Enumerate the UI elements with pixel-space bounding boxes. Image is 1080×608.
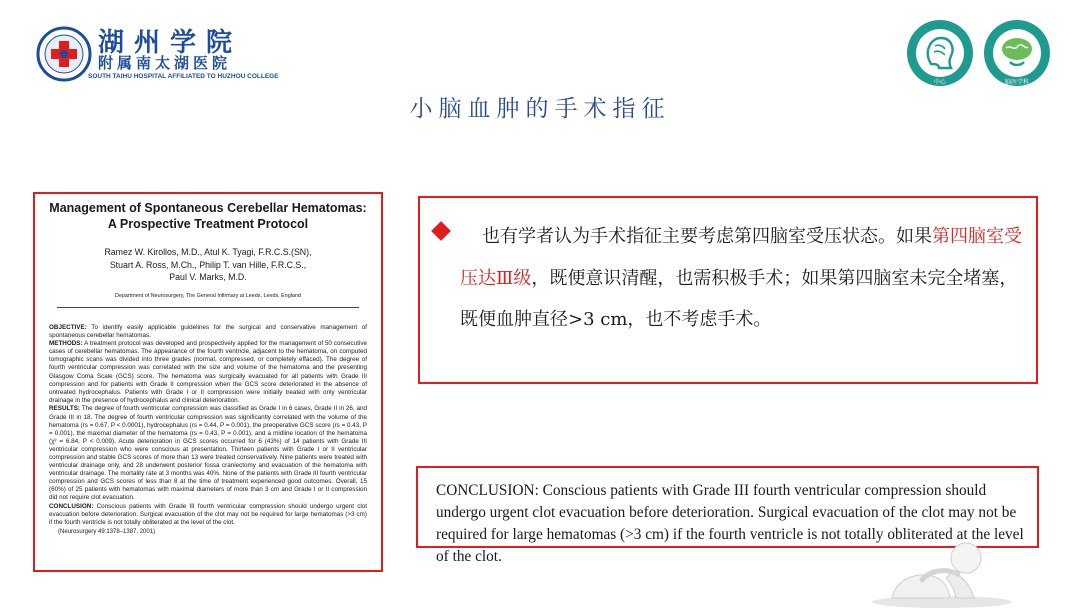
paper-authors-line2: Stuart A. Ross, M.Ch., Philip T. van Hille, F.R.C.S., xyxy=(109,259,307,270)
brain-center-seal-icon xyxy=(905,18,975,88)
paper-department: Department of Neurosurgery, The General Infirmary at Leeds, Leeds, England xyxy=(115,292,301,299)
paper-divider xyxy=(57,307,359,308)
paper-conclusion xyxy=(49,503,367,527)
paper-methods xyxy=(49,340,367,405)
methods-label: METHODS: xyxy=(49,340,83,348)
seal1-label: 中心 xyxy=(933,79,947,86)
paper-authors-line1: Ramez W. Kirollos, M.D., Atul K. Tyagi, F.R.C.S.(SN), xyxy=(104,247,312,257)
paper-title-line1: Management of Spontaneous Cerebellar Hematomas: xyxy=(49,201,367,215)
objective-label: OBJECTIVE: xyxy=(49,323,87,331)
bullet-text-part2: ，既便意识清醒，也需积极手术；如果第四脑室未完全堵塞，既便血肿直径>3 cm，也不考虑手术。 xyxy=(460,267,1018,330)
paper-citation: (Neurosurgery 49:1378–1387, 2001) xyxy=(58,528,156,535)
conclusion-text: Conscious patients with Grade III fourth ventricular compression should undergo urgent clot evacuation before deterioration. Surgical evacuation of the clot may not be required for large hematomas (>3 cm) if the fourth ventricle is not totally obliterated at the level of the clot. xyxy=(49,503,368,527)
objective-text: To identify easily applicable guidelines for the surgical and conservative management of spontaneous cerebellar hematomas. xyxy=(49,323,367,339)
paper-title xyxy=(49,200,367,232)
thinking-figure-icon xyxy=(862,528,1022,608)
results-text: The degree of fourth ventricular compression was classified as Grade I in 6 cases, Grade II in 26, and Grade III in 18. The degree of fourth ventricular compression was significantly correlated with the volume of the hematoma (rs = 0.67, P < 0.0001), hydrocephalus (rs = 0.44, P = 0.001), the preoperative GCS score (rs = 0.43, P = 0.001), the maximal diameter of the hematoma (rs = 0.43, P = 0.001), and a midline location of the hematoma (χ² = 6.84, P < 0.009). Acute deterioration in GCS scores occurred for 6 (43%) of 14 patients with Grade III ventricular compression who were conscious at presentation. Thirteen patients with Grade I or II ventricular compression and stable GCS scores of more than 13 were treated conservatively. Nine patients were treated with ventricular drainage only, and 28 underwent posterior fossa craniectomy and evacuation of the hematoma with ventricular drainage. The mortality rate at 3 months was 40%. None of the patients with Grade III fourth ventricular compression and GCS scores of less than 8 at the time of treatment experienced good outcomes. Overall, 15 (60%) of 25 patients with hematomas with maximal diameters of more than 3 cm and Grade I or II compression did not require clot evacuation. xyxy=(49,405,367,502)
results-label: RESULTS: xyxy=(49,405,81,413)
bullet-highlight: 第四脑室受压达Ⅲ级 xyxy=(460,226,1022,289)
paper-abstract xyxy=(49,200,367,536)
hospital-english-name: SOUTH TAIHU HOSPITAL AFFILIATED TO HUZHOU COLLEGE xyxy=(88,73,279,80)
conclusion-label: CONCLUSION: xyxy=(49,503,94,511)
diamond-bullet-icon xyxy=(431,221,451,241)
paper-objective xyxy=(49,324,367,340)
paper-authors xyxy=(49,246,367,284)
slide-title: 小脑血肿的手术指征 xyxy=(409,96,671,122)
college-logo-icon xyxy=(36,26,92,82)
conclusion-excerpt: CONCLUSION: Conscious patients with Grade III fourth ventricular compression should undergo urgent clot evacuation before deterioration. Surgical evacuation of the clot may not be required for large hematomas (>3 cm) if the fourth ventricle is not totally obliterated at the level of the clot. xyxy=(436,482,1024,565)
bullet-text-part1: 也有学者认为手术指征主要考虑第四脑室受压状态。如果 xyxy=(482,226,932,247)
methods-text: A treatment protocol was developed and prospectively applied for the management of 50 consecutive cases of cerebellar hematomas. The appearance of the fourth ventricle, adjacent to the hematoma, on computed tomographic scans was divided into three grades (normal, compressed, or completely effaced). The degree of fourth ventricular compression was correlated with the size and volume of the hematoma and the presenting Glasgow Coma Scale (GCS) score. The hematoma was surgically evacuated for all patients with Grade III compression and for patients with Grade II compression when the GCS score deteriorated in the absence of untreated hydrocephalus. Patients with Grade I or II compression were initially treated with only ventricular drainage in the presence of hydrocephalus and clinical deterioration. xyxy=(49,340,367,404)
brain-medicine-seal-icon xyxy=(982,18,1052,88)
college-name: 湖州学院 xyxy=(98,28,243,58)
hospital-name: 附属南太湖医院 xyxy=(98,54,232,72)
paper-abstract-box xyxy=(33,192,383,572)
paper-authors-line3: Paul V. Marks, M.D. xyxy=(169,272,247,282)
seal2-label: 脑医学科 xyxy=(1004,79,1030,86)
surgical-indication-box xyxy=(418,196,1038,384)
surgical-indication-text xyxy=(460,216,1024,341)
paper-title-line2: A Prospective Treatment Protocol xyxy=(107,217,309,231)
paper-results xyxy=(49,405,367,502)
